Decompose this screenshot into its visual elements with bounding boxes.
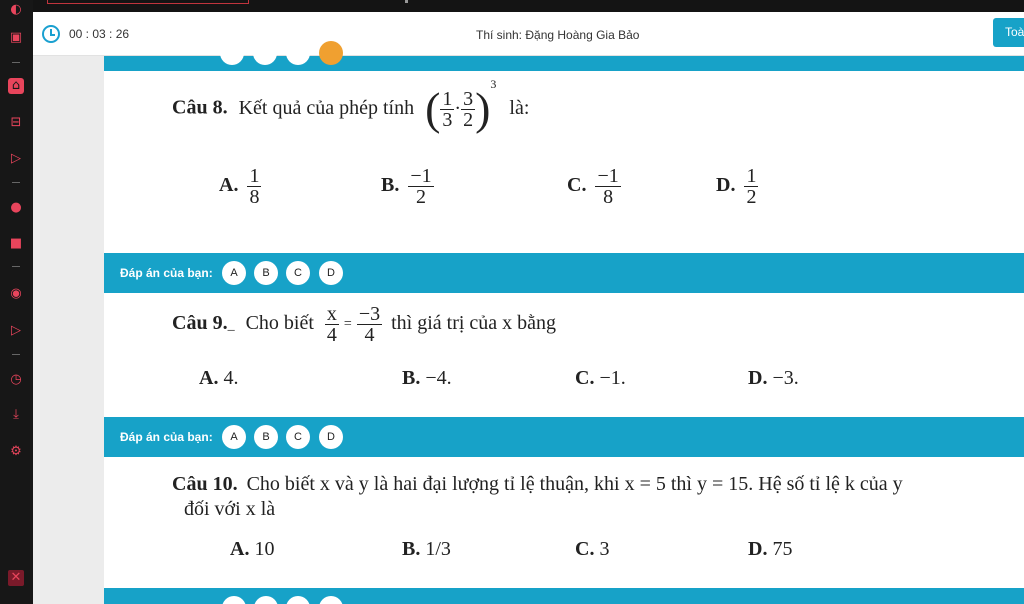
- answer-bubble-b[interactable]: B: [254, 261, 278, 285]
- messenger-icon[interactable]: ●: [10, 200, 22, 215]
- option-a[interactable]: A. 4.: [199, 367, 239, 389]
- answer-label: Đáp án của bạn:: [120, 266, 213, 280]
- page-gutter: [33, 56, 104, 604]
- underscore-mark: _: [227, 318, 235, 334]
- answer-bubble-c[interactable]: [286, 596, 310, 604]
- question-text: Cho biết: [245, 312, 314, 335]
- rail-divider: [12, 354, 20, 355]
- question-number: Câu 8.: [172, 96, 228, 119]
- answer-bubble-c[interactable]: C: [286, 261, 310, 285]
- answer-bubble-d[interactable]: [319, 596, 343, 604]
- settings-icon[interactable]: ⚙: [10, 444, 22, 459]
- play-icon[interactable]: ◉: [10, 286, 22, 301]
- gamepad-icon[interactable]: ⊟: [10, 115, 22, 130]
- puzzle-icon[interactable]: ✕: [8, 570, 24, 586]
- option-fraction: $\frac{-1}{2}$: [410, 165, 432, 208]
- question-text: Cho biết x và y là hai đại lượng tỉ lệ thuận, khi x = 5 thì y = 15. Hệ số tỉ lệ k của y: [246, 473, 903, 495]
- rail-divider: [12, 62, 20, 63]
- question-number: Câu 10.: [172, 473, 238, 495]
- fraction-1-3: $\frac{1}{3}$: [442, 87, 453, 131]
- candidate-name: Thí sinh: Đặng Hoàng Gia Bảo: [476, 28, 640, 42]
- answer-label: Đáp án của bạn:: [120, 430, 213, 444]
- exam-header: [33, 12, 1024, 56]
- fraction-3-2: $\frac{3}{2}$: [463, 87, 474, 131]
- question-text: Kết quả của phép tính: [238, 96, 415, 119]
- send-icon[interactable]: ▷: [11, 323, 21, 338]
- fraction-neg3-4: $\frac{-3}{4}$: [358, 303, 381, 346]
- strip-dot: [405, 0, 408, 3]
- close-paren: ): [475, 83, 491, 134]
- answer-bubble-a[interactable]: [222, 596, 246, 604]
- home-icon[interactable]: ⌂: [8, 78, 24, 94]
- option-b[interactable]: B. $\frac{-1}{2}$: [381, 165, 432, 208]
- answer-bubble-a[interactable]: [220, 41, 244, 65]
- answer-bubble-c[interactable]: [286, 41, 310, 65]
- open-paren: (: [425, 83, 441, 134]
- tab-outline: [47, 0, 249, 4]
- answer-bar-q9: [104, 417, 1024, 457]
- answer-bar-q10: [104, 588, 1024, 604]
- chat-icon[interactable]: ▣: [9, 30, 23, 45]
- question-text-end: là:: [509, 96, 530, 119]
- answer-bubble-d-selected[interactable]: [319, 41, 343, 65]
- exponent: 3: [490, 76, 497, 91]
- question-8: [172, 76, 530, 134]
- option-c[interactable]: C. $\frac{-1}{8}$: [567, 165, 619, 208]
- fraction-x-4: $\frac{x}{4}$: [326, 303, 337, 346]
- question-9: [172, 304, 556, 345]
- timer: 00 : 03 : 26: [69, 27, 130, 41]
- option-a[interactable]: A. $\frac{1}{8}$: [219, 165, 260, 208]
- answer-bubble-b[interactable]: [253, 41, 277, 65]
- answer-bubble-b[interactable]: [254, 596, 278, 604]
- option-fraction: $\frac{1}{8}$: [249, 165, 260, 208]
- question-10-line2: đối với x là: [184, 498, 276, 520]
- menu-icon[interactable]: ◐: [10, 2, 22, 17]
- multiply-dot: ·: [454, 97, 462, 120]
- top-strip: [33, 0, 1024, 12]
- discord-icon[interactable]: ■: [9, 236, 23, 251]
- option-b[interactable]: B. −4.: [402, 367, 452, 389]
- answer-bar-q8: [104, 253, 1024, 293]
- clock-icon: [42, 25, 60, 43]
- left-icon-rail: [0, 0, 33, 604]
- download-icon[interactable]: ⤓: [13, 407, 19, 422]
- option-d[interactable]: D. −3.: [748, 367, 799, 389]
- question-number: Câu 9.: [172, 312, 228, 335]
- submit-button[interactable]: Toà: [993, 18, 1024, 47]
- video-icon[interactable]: ▷: [11, 151, 21, 166]
- clock-icon[interactable]: ◷: [10, 372, 22, 387]
- answer-bar-previous: [104, 56, 1024, 71]
- answer-bubble-a[interactable]: A: [222, 261, 246, 285]
- option-d[interactable]: D. $\frac{1}{2}$: [716, 165, 757, 208]
- answer-bubble-c[interactable]: C: [286, 425, 310, 449]
- answer-bubble-d[interactable]: D: [319, 425, 343, 449]
- option-fraction: $\frac{1}{2}$: [746, 165, 757, 208]
- rail-divider: [12, 182, 20, 183]
- question-10: [172, 473, 903, 496]
- answer-bubble-d[interactable]: D: [319, 261, 343, 285]
- option-fraction: $\frac{-1}{8}$: [597, 165, 619, 208]
- answer-bubble-a[interactable]: A: [222, 425, 246, 449]
- option-a[interactable]: A. 10: [230, 538, 275, 560]
- option-b[interactable]: B. 1/3: [402, 538, 451, 560]
- equals-sign: =: [343, 316, 352, 332]
- option-c[interactable]: C. 3: [575, 538, 610, 560]
- answer-bubble-b[interactable]: B: [254, 425, 278, 449]
- option-d[interactable]: D. 75: [748, 538, 793, 560]
- option-c[interactable]: C. −1.: [575, 367, 626, 389]
- rail-divider: [12, 266, 20, 267]
- question-text-end: thì giá trị của x bằng: [391, 312, 557, 335]
